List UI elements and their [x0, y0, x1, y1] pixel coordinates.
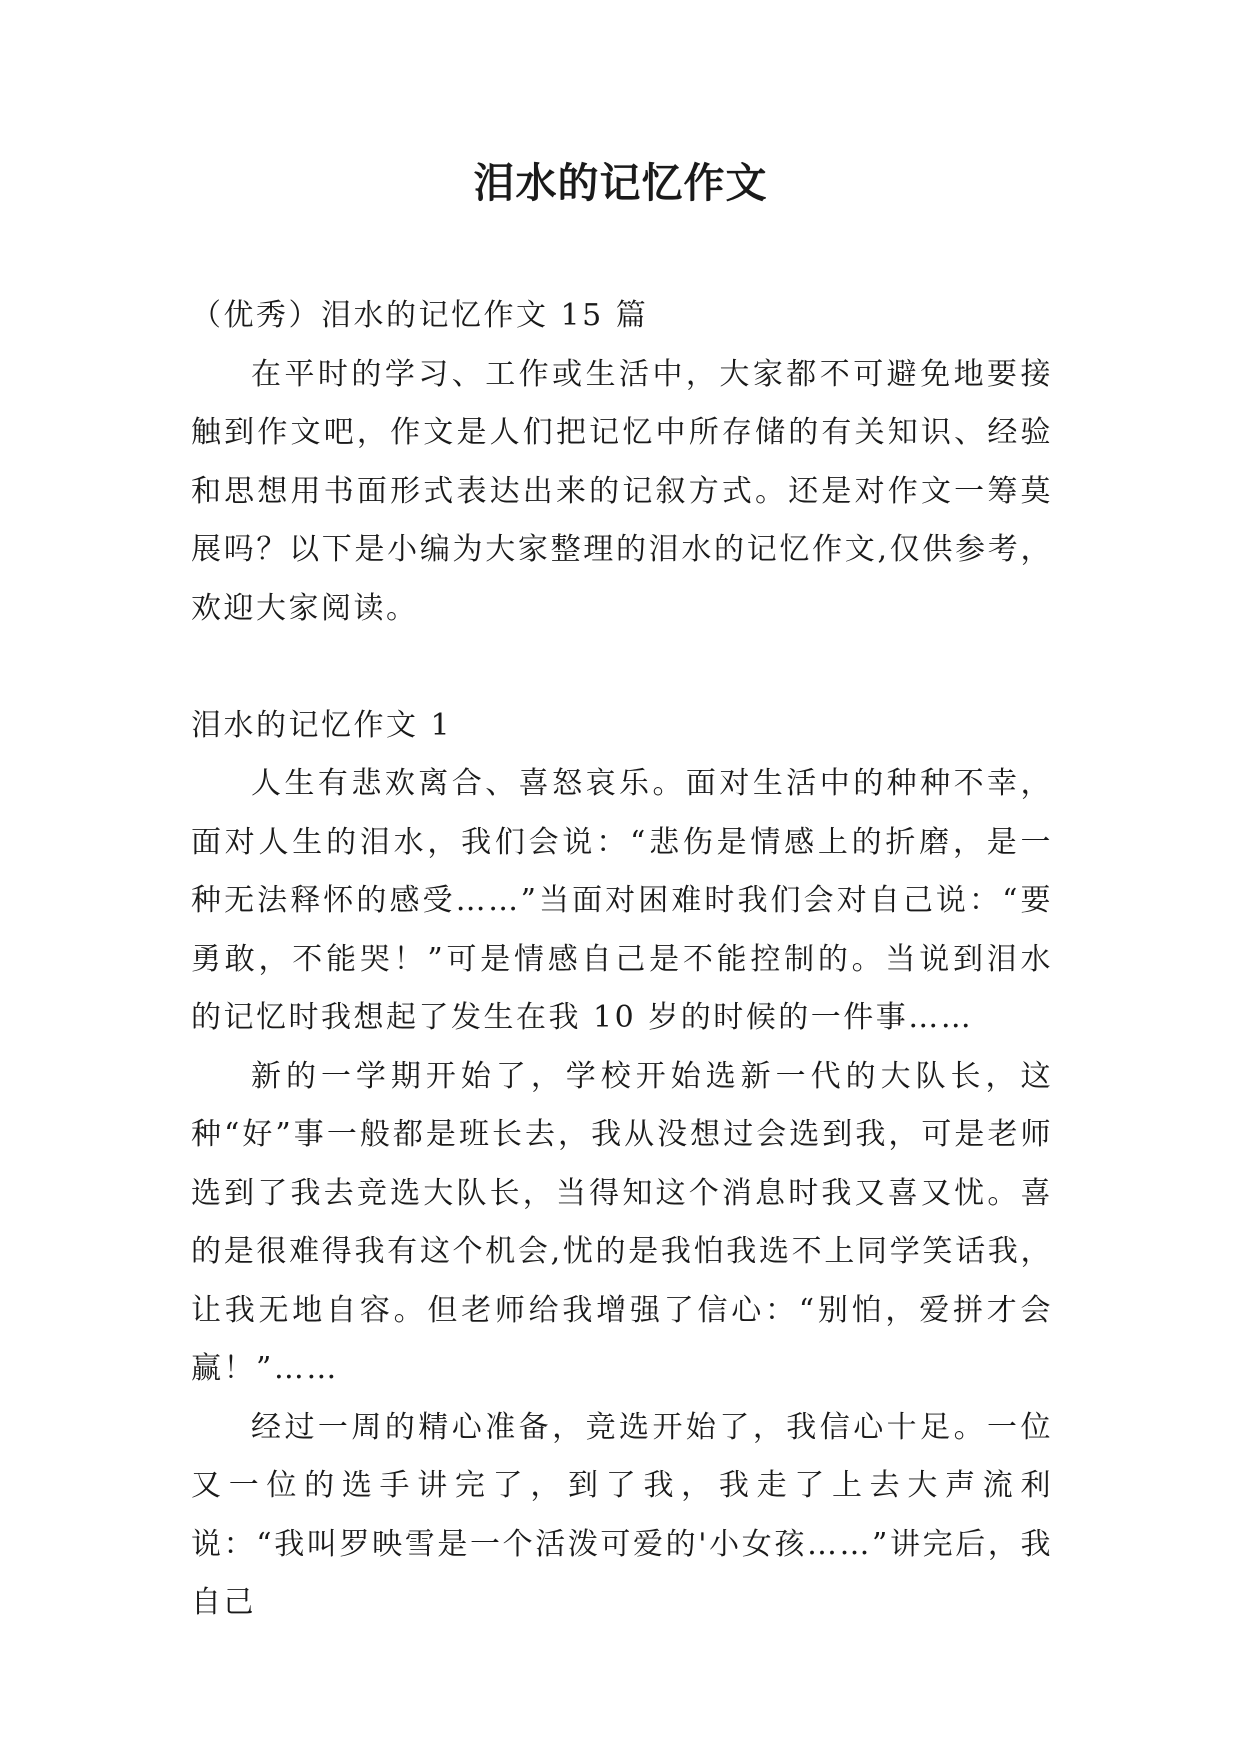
document-subtitle: （优秀）泪水的记忆作文 15 篇 [191, 298, 649, 333]
body-paragraph: 人生有悲欢离合、喜怒哀乐。面对生活中的种种不幸，面对人生的泪水，我们会说：“悲伤是情感上的折磨，是一种无法释怀的感受……”当面对困难时我们会对自己说：“要勇敢，不能哭！”可是情感自己是不能控制的。当说到泪水的记忆时我想起了发生在我 10 岁的时候的一件事…… [191, 766, 1053, 1035]
document-body [191, 287, 1053, 1633]
document-title: 泪水的记忆作文 [473, 159, 768, 207]
section-heading: 泪水的记忆作文 1 [191, 707, 453, 743]
body-paragraph: 新的一学期开始了，学校开始选新一代的大队长，这种“好”事一般都是班长去，我从没想过会选到我，可是老师选到了我去竞选大队长，当得知这个消息时我又喜又忧。喜的是很难得我有这个机会,忧的是我怕我选不上同学笑话我，让我无地自容。但老师给我增强了信心：“别怕，爱拼才会赢！”…… [191, 1058, 1053, 1386]
intro-paragraph: 在平时的学习、工作或生活中，大家都不可避免地要接触到作文吧，作文是人们把记忆中所存储的有关知识、经验和思想用书面形式表达出来的记叙方式。还是对作文一筹莫展吗？以下是小编为大家整理的泪水的记忆作文,仅供参考，欢迎大家阅读。 [191, 356, 1053, 626]
body-paragraph: 经过一周的精心准备，竞选开始了，我信心十足。一位又一位的选手讲完了，到了我，我走了上去大声流利说：“我叫罗映雪是一个活泼可爱的'小女孩……”讲完后，我自己 [191, 1409, 1053, 1620]
